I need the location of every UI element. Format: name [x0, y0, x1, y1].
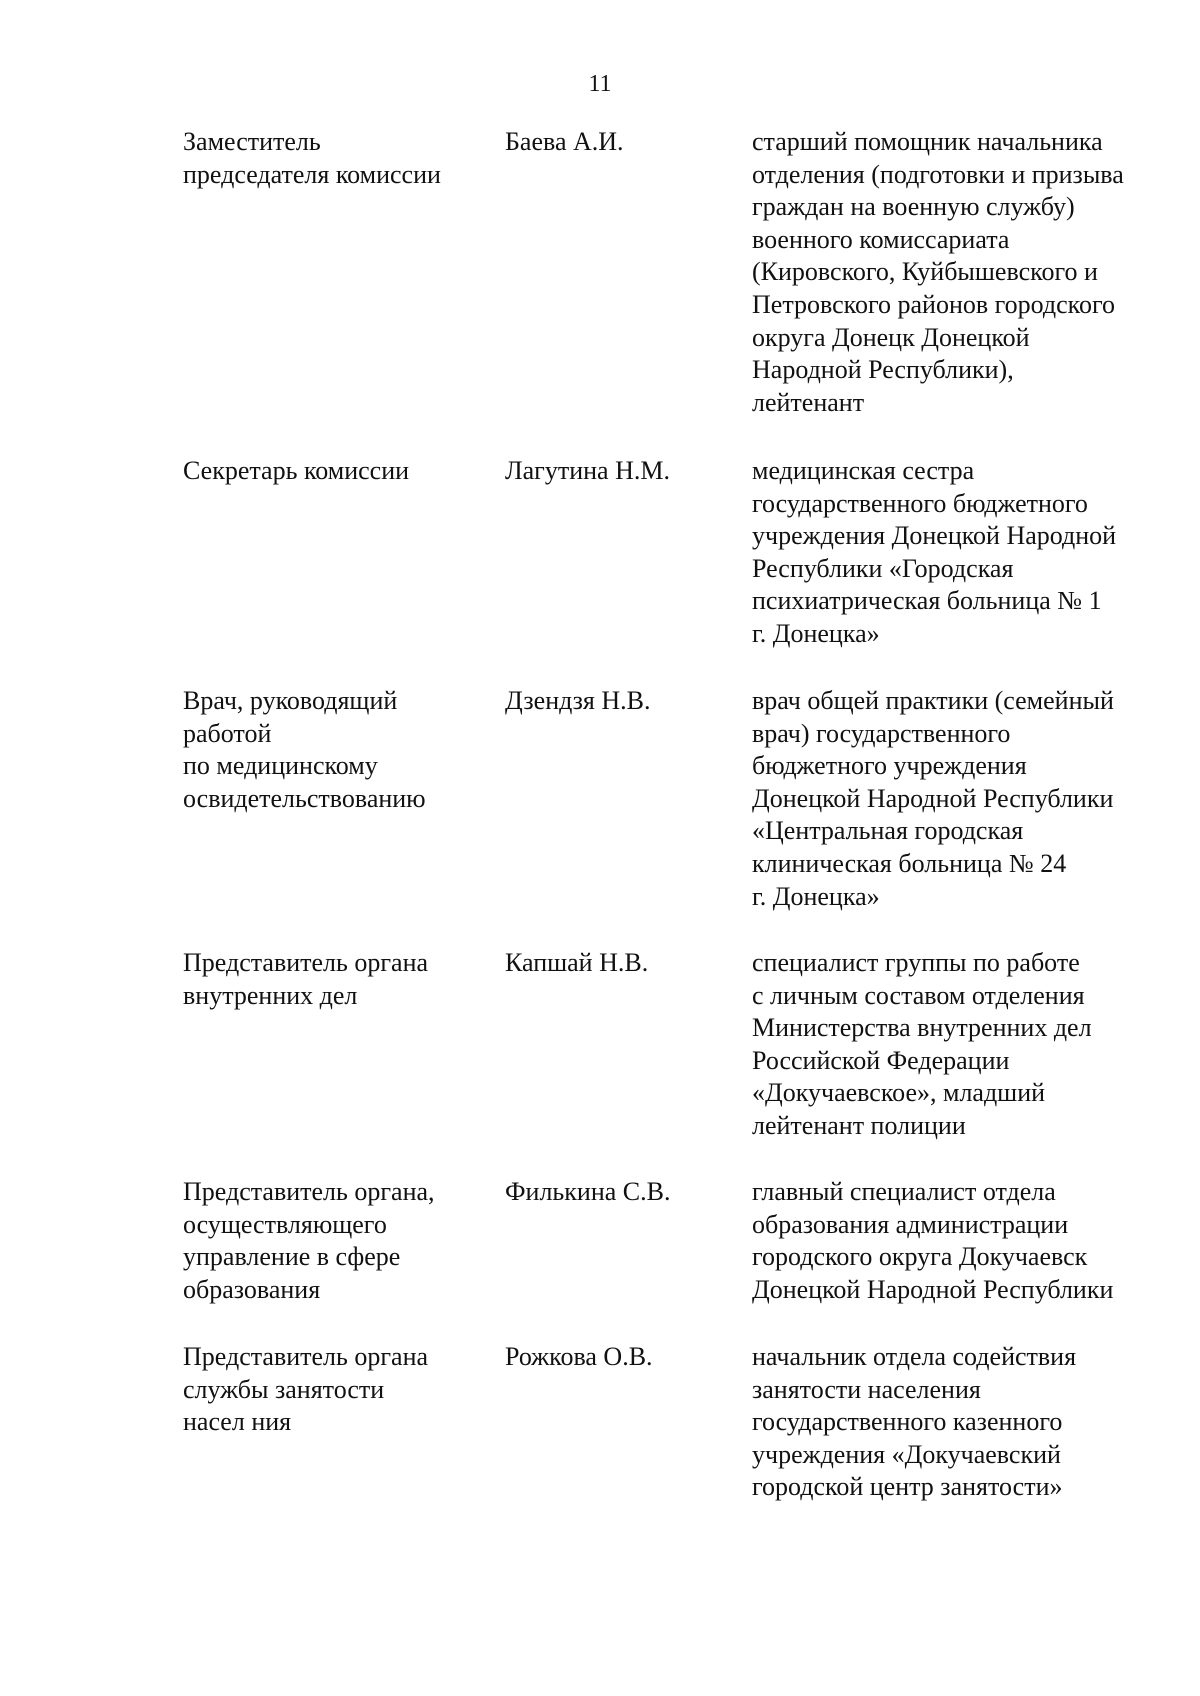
member-name: Рожкова О.В. [505, 1342, 653, 1371]
member-position: врач общей практики (семейный врач) государственного бюджетного учреждения Донецкой Народной Республики «Центральная городская клиническая больница № 24 г. Донецка» [752, 686, 1114, 911]
member-role: Представитель органа, осуществляющего управление в сфере образования [183, 1177, 435, 1304]
member-role: Врач, руководящий работой по медицинскому освидетельствованию [183, 686, 426, 813]
member-role: Заместитель председателя комиссии [183, 127, 441, 189]
member-name: Дзендзя Н.В. [505, 686, 651, 715]
member-role: Секретарь комиссии [183, 456, 410, 485]
member-position: начальник отдела содействия занятости населения государственного казенного учреждения «Докучаевский городской центр занятости» [752, 1342, 1077, 1502]
member-position: специалист группы по работе с личным составом отделения Министерства внутренних дел Российской Федерации «Докучаевское», младший лейтенант полиции [752, 948, 1092, 1140]
member-position: старший помощник начальника отделения (подготовки и призыва граждан на военную службу) военного комиссариата (Кировского, Куйбышевского и Петровского районов городского округа Донецк Донецкой Народной Республики), лейтенант [752, 127, 1124, 417]
member-position: главный специалист отдела образования администрации городского округа Докучаевск Донецкой Народной Республики [752, 1177, 1114, 1304]
member-name: Лагутина Н.М. [505, 456, 670, 485]
member-name: Филькина С.В. [505, 1177, 671, 1206]
member-position: медицинская сестра государственного бюджетного учреждения Донецкой Народной Республики «Городская психиатрическая больница № 1 г. Донецка» [752, 456, 1117, 648]
member-role: Представитель органа службы занятости насел ния [183, 1342, 429, 1437]
member-name: Капшай Н.В. [505, 948, 649, 977]
page-number: 11 [588, 71, 612, 97]
member-role: Представитель органа внутренних дел [183, 948, 429, 1010]
member-name: Баева А.И. [505, 127, 624, 156]
